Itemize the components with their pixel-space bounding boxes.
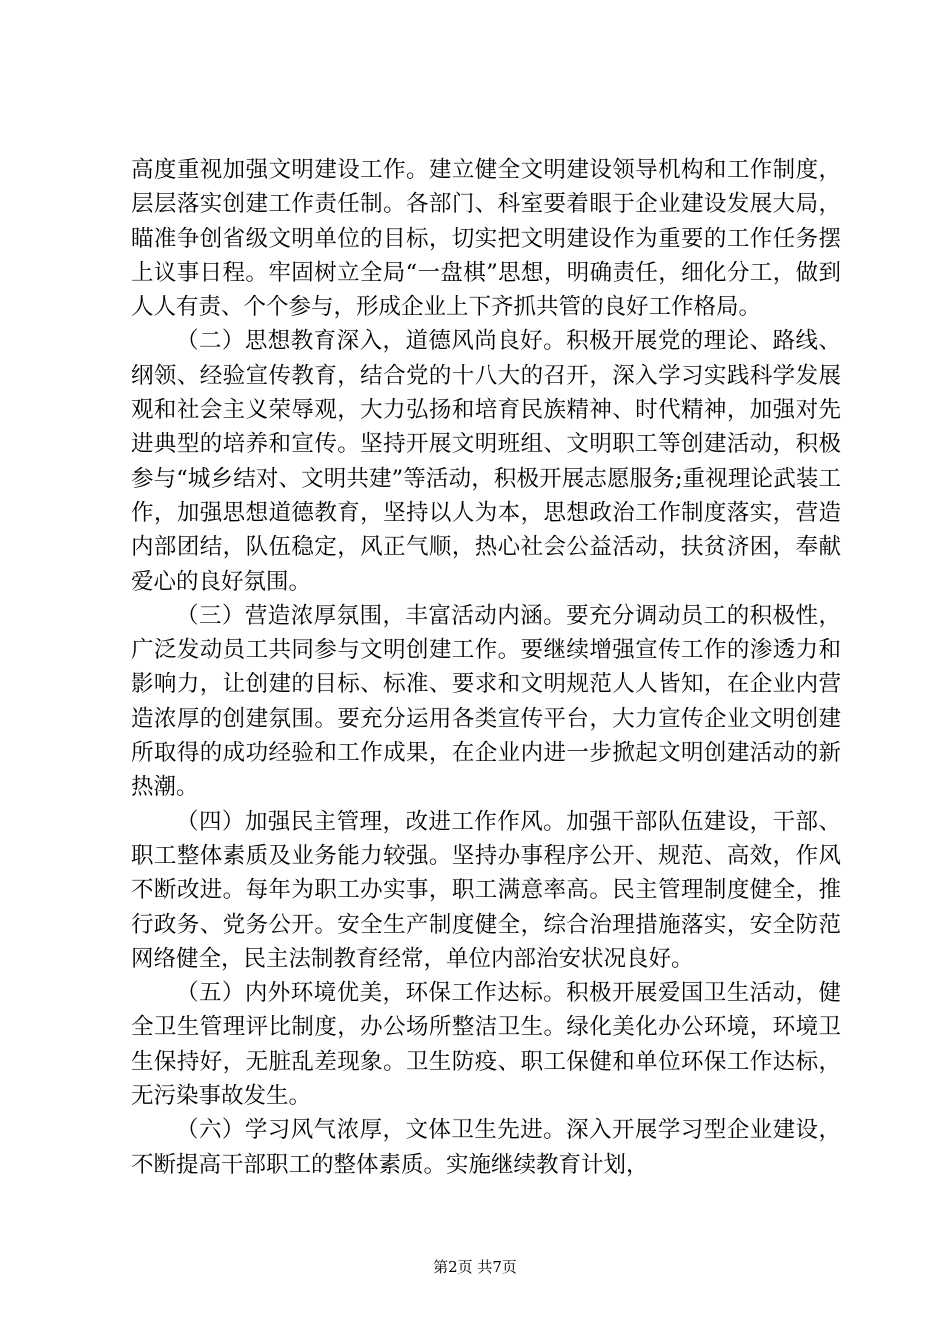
paragraph-2: （二）思想教育深入，道德风尚良好。积极开展党的理论、路线、纲领、经验宣传教育，结合党的十八大的召开，深入学习实践科学发展观和社会主义荣辱观，大力弘扬和培育民族精神、时代精神，加强对先进典型的培养和宣传。坚持开展文明班组、文明职工等创建活动，积极参与“城乡结对、文明共建”等活动，积极开展志愿服务;重视理论武装工作，加强思想道德教育，坚持以人为本，思想政治工作制度落实，营造内部团结，队伍稳定，风正气顺，热心社会公益活动，扶贫济困，奉献爱心的良好氛围。 [131,328,841,595]
paragraph-1: 高度重视加强文明建设工作。建立健全文明建设领导机构和工作制度，层层落实创建工作责任制。各部门、科室要着眼于企业建设发展大局，瞄准争创省级文明单位的目标，切实把文明建设作为重要的工作任务摆上议事日程。牢固树立全局“一盘棋”思想，明确责任，细化分工，做到人人有责、个个参与，形成企业上下齐抓共管的良好工作格局。 [131,157,841,321]
paragraph-3: （三）营造浓厚氛围，丰富活动内涵。要充分调动员工的积极性，广泛发动员工共同参与文明创建工作。要继续增强宣传工作的渗透力和影响力，让创建的目标、标准、要求和文明规范人人皆知，在企业内营造浓厚的创建氛围。要充分运用各类宣传平台，大力宣传企业文明创建所取得的成功经验和工作成果，在企业内进一步掀起文明创建活动的新热潮。 [131,602,841,801]
paragraph-6: （六）学习风气浓厚，文体卫生先进。深入开展学习型企业建设，不断提高干部职工的整体素质。实施继续教育计划， [131,1117,841,1178]
page-number-footer: 第2页 共7页 [433,1258,517,1276]
document-body [131,153,841,1182]
paragraph-5: （五）内外环境优美，环保工作达标。积极开展爱国卫生活动，健全卫生管理评比制度，办公场所整洁卫生。绿化美化办公环境，环境卫生保持好，无脏乱差现象。卫生防疫、职工保健和单位环保工作达标，无污染事故发生。 [131,980,841,1110]
paragraph-4: （四）加强民主管理，改进工作作风。加强干部队伍建设，干部、职工整体素质及业务能力较强。坚持办事程序公开、规范、高效，作风不断改进。每年为职工办实事，职工满意率高。民主管理制度健全，推行政务、党务公开。安全生产制度健全，综合治理措施落实，安全防范网络健全，民主法制教育经常，单位内部治安状况良好。 [131,808,841,972]
